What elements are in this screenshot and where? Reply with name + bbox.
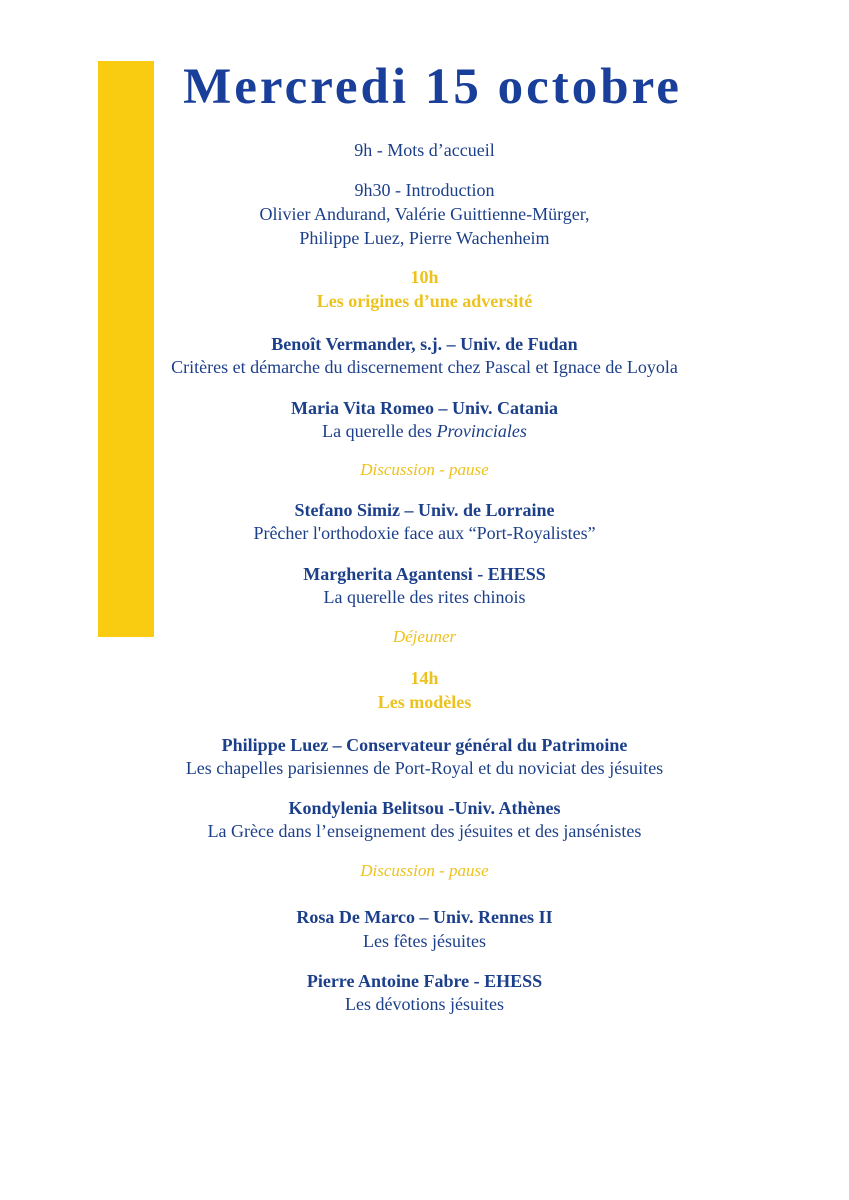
- talk-3-speaker: Stefano Simiz – Univ. de Lorraine: [294, 500, 555, 520]
- talk-2-title: [0, 420, 849, 442]
- talk-7-title: Les fêtes jésuites: [363, 931, 486, 951]
- intro-speakers-line-2: Philippe Luez, Pierre Wachenheim: [299, 228, 550, 248]
- talk-8-title: Les dévotions jésuites: [345, 994, 504, 1014]
- session-1-title: Les origines d’une adversité: [316, 291, 533, 311]
- talk-4-title: La querelle des rites chinois: [323, 587, 526, 607]
- talk-2-title-prefix: La querelle des: [322, 421, 437, 441]
- talk-6-speaker: Kondylenia Belitsou -Univ. Athènes: [288, 798, 561, 818]
- talk-4-speaker: Margherita Agantensi - EHESS: [303, 564, 546, 584]
- page-title: Mercredi 15 octobre: [183, 59, 682, 115]
- welcome-line: 9h - Mots d’accueil: [354, 140, 495, 160]
- lunch-break: Déjeuner: [392, 627, 457, 646]
- session-1-time: 10h: [410, 267, 439, 287]
- talk-5-title: Les chapelles parisiennes de Port-Royal et du noviciat des jésuites: [185, 758, 664, 778]
- intro-heading: 9h30 - Introduction: [354, 180, 495, 200]
- talk-2-title-italic: Provinciales: [436, 421, 527, 441]
- talk-5-speaker: Philippe Luez – Conservateur général du Patrimoine: [221, 735, 628, 755]
- break-2: Discussion - pause: [360, 861, 489, 880]
- talk-1-speaker: Benoît Vermander, s.j. – Univ. de Fudan: [271, 334, 578, 354]
- intro-speakers-line-1: Olivier Andurand, Valérie Guittienne-Mürger,: [259, 204, 590, 224]
- session-2-time: 14h: [410, 668, 439, 688]
- talk-1-title: Critères et démarche du discernement chez Pascal et Ignace de Loyola: [171, 357, 678, 377]
- talk-2-speaker: Maria Vita Romeo – Univ. Catania: [291, 398, 558, 418]
- break-1: Discussion - pause: [360, 460, 489, 479]
- talk-8-speaker: Pierre Antoine Fabre - EHESS: [306, 971, 543, 991]
- talk-6-title: La Grèce dans l’enseignement des jésuites et des jansénistes: [207, 821, 642, 841]
- session-2-title: Les modèles: [377, 692, 472, 712]
- talk-7-speaker: Rosa De Marco – Univ. Rennes II: [296, 907, 553, 927]
- talk-3-title: Prêcher l'orthodoxie face aux “Port-Royalistes”: [253, 523, 596, 543]
